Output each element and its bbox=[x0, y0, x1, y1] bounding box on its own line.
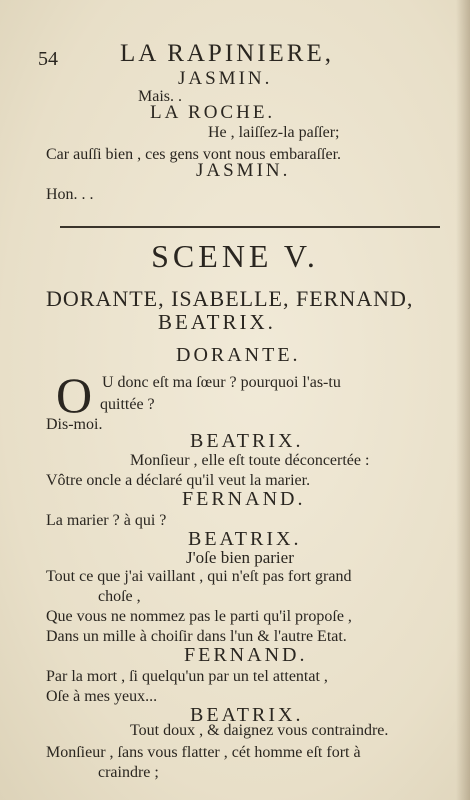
verse-line: Oſe à mes yeux... bbox=[46, 688, 158, 705]
verse-line: He , laiſſez-la paſſer; bbox=[208, 124, 340, 141]
speaker-heading: LA ROCHE. bbox=[150, 102, 276, 123]
speaker-heading: BEATRIX. bbox=[190, 430, 304, 452]
verse-line: La marier ? à qui ? bbox=[46, 512, 167, 529]
speaker-heading: FERNAND. bbox=[182, 488, 306, 510]
speaker-heading: JASMIN. bbox=[178, 68, 273, 89]
speaker-heading: DORANTE. bbox=[176, 344, 301, 366]
speaker-heading: BEATRIX. bbox=[190, 704, 304, 726]
scene-title: SCENE V. bbox=[151, 238, 319, 274]
verse-line: J'oſe bien parier bbox=[186, 548, 294, 567]
speaker-heading: BEATRIX. bbox=[188, 528, 302, 550]
verse-line: choſe , bbox=[98, 588, 141, 605]
characters-line: BEATRIX. bbox=[158, 310, 276, 334]
page-number: 54 bbox=[38, 48, 58, 70]
speaker-heading: FERNAND. bbox=[184, 644, 308, 666]
verse-line: Vôtre oncle a déclaré qu'il veut la marier. bbox=[46, 472, 311, 489]
section-rule bbox=[60, 226, 440, 228]
verse-line: Que vous ne nommez pas le parti qu'il propoſe , bbox=[46, 608, 352, 625]
page-gutter-shadow bbox=[456, 0, 470, 800]
verse-line: quittée ? bbox=[100, 396, 155, 413]
verse-line: Par la mort , ſi quelqu'un par un tel attentat , bbox=[46, 668, 328, 685]
verse-line: Monſieur , elle eſt toute déconcertée : bbox=[130, 452, 370, 469]
verse-line: Tout doux , & daignez vous contraindre. bbox=[130, 722, 389, 739]
verse-line: Dis-moi. bbox=[46, 416, 103, 433]
verse-line: Monſieur , ſans vous flatter , cét homme eſt fort à bbox=[46, 744, 361, 761]
verse-line: Tout ce que j'ai vaillant , qui n'eſt pas fort grand bbox=[46, 568, 352, 585]
verse-line: Car auſſi bien , ces gens vont nous embaraſſer. bbox=[46, 146, 342, 163]
verse-line: Hon. . . bbox=[46, 186, 94, 203]
verse-line: Mais. . bbox=[138, 88, 182, 105]
verse-line: Dans un mille à choiſir dans l'un & l'autre Etat. bbox=[46, 628, 347, 645]
verse-line: U donc eſt ma ſœur ? pourquoi l'as-tu bbox=[102, 374, 341, 391]
speaker-heading: JASMIN. bbox=[196, 160, 291, 181]
verse-line: craindre ; bbox=[98, 764, 159, 781]
speaker-heading: LA RAPINIERE, bbox=[120, 40, 334, 67]
characters-line: DORANTE, ISABELLE, FERNAND, bbox=[46, 286, 414, 311]
drop-cap: O bbox=[56, 367, 93, 423]
